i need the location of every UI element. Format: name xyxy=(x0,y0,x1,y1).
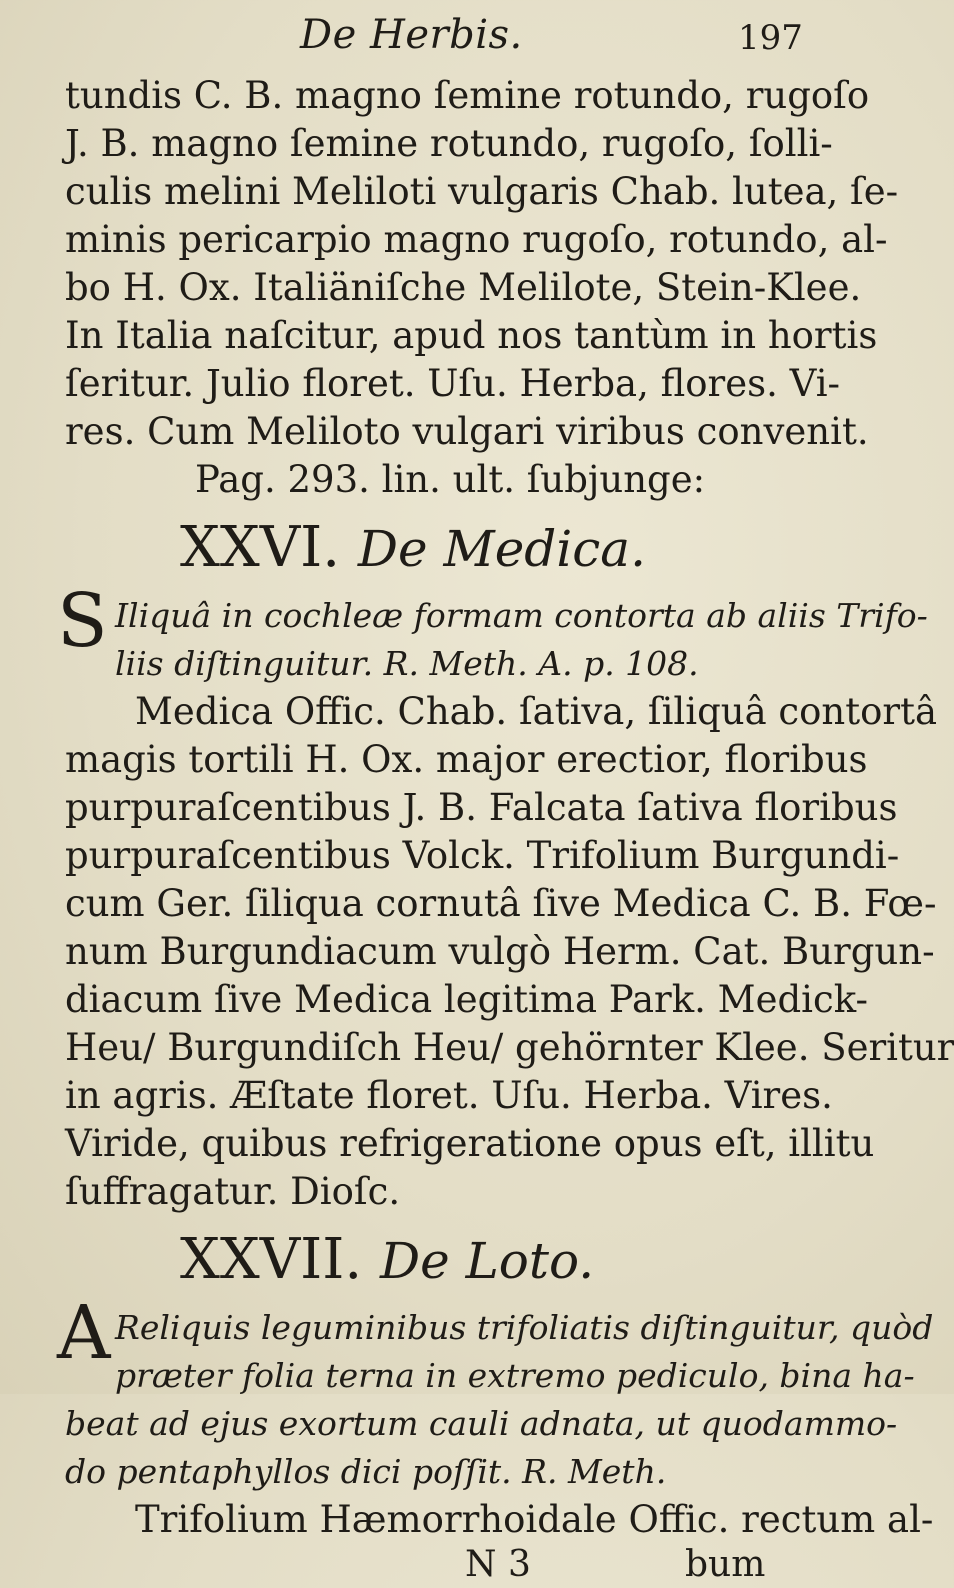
page-number: 197 xyxy=(738,18,803,58)
text-line: culis melini Meliloti vulgaris Chab. lutea, ſe- xyxy=(65,170,899,213)
text-line: cum Ger. ſiliqua cornutâ ſive Medica C. B. Fœ- xyxy=(65,882,937,925)
page-header xyxy=(0,10,803,60)
subjunge-line: Pag. 293. lin. ult. ſubjunge: xyxy=(195,458,706,501)
page-footer xyxy=(65,1544,766,1588)
text-line: in agris. Æſtate floret. Uſu. Herba. Vires. xyxy=(65,1074,833,1117)
catchword: bum xyxy=(685,1544,766,1585)
text-line: liis diſtinguitur. R. Meth. A. p. 108. xyxy=(115,644,699,683)
text-line: do pentaphyllos dici poſſit. R. Meth. xyxy=(65,1452,667,1491)
text-line: J. B. magno ſemine rotundo, rugoſo, ſolli- xyxy=(65,122,833,165)
section-heading-27 xyxy=(65,1216,755,1304)
section-numeral: XXVI. xyxy=(180,515,341,580)
text-line: In Italia naſcitur, apud nos tantùm in hortis xyxy=(65,314,878,357)
text-line: ſeritur. Julio floret. Uſu. Herba, flores. Vi- xyxy=(65,362,841,405)
running-head: De Herbis. xyxy=(300,12,523,58)
text-line: tundis C. B. magno ſemine rotundo, rugoſo xyxy=(65,74,870,117)
section-body-27 xyxy=(57,1290,934,1544)
text-line: magis tortili H. Ox. major erectior, floribus xyxy=(65,738,868,781)
text-line: bo H. Ox. Italiäniſche Melilote, Stein-Klee. xyxy=(65,266,862,309)
section-title: De Medica. xyxy=(357,520,646,578)
text-line: minis pericarpio magno rugoſo, rotundo, al- xyxy=(65,218,888,261)
text-line: Trifolium Hæmorrhoidale Offic. rectum al- xyxy=(135,1498,934,1541)
drop-cap: A xyxy=(57,1290,111,1376)
text-block xyxy=(57,72,954,1588)
section-title: De Loto. xyxy=(380,1232,595,1290)
text-line: purpuraſcentibus Volck. Trifolium Burgundi- xyxy=(65,834,900,877)
text-line: res. Cum Meliloto vulgari viribus convenit. xyxy=(65,410,869,453)
drop-cap: S xyxy=(57,578,108,664)
section-numeral: XXVII. xyxy=(180,1227,363,1292)
section-heading-26 xyxy=(65,504,755,592)
text-line: Viride, quibus refrigeratione opus eſt, illitu xyxy=(65,1122,875,1165)
text-line: Iliquâ in cochleæ formam contorta ab aliis Trifo- xyxy=(115,596,928,635)
text-line: Reliquis leguminibus trifoliatis diſtinguitur, quòd xyxy=(115,1308,934,1347)
text-line: num Burgundiacum vulgò Herm. Cat. Burgun- xyxy=(65,930,935,973)
text-line: præter folia terna in extremo pediculo, bina ha- xyxy=(115,1356,915,1395)
text-line: ſuffragatur. Dioſc. xyxy=(65,1170,401,1213)
text-line: purpuraſcentibus J. B. Falcata ſativa floribus xyxy=(65,786,898,829)
section-body-26 xyxy=(57,578,954,1216)
text-line: Medica Offic. Chab. ſativa, ſiliquâ contortâ xyxy=(135,690,938,733)
text-line: beat ad ejus exortum cauli adnata, ut quodammo- xyxy=(65,1404,898,1443)
signature-mark: N 3 xyxy=(465,1544,531,1585)
text-line: diacum ſive Medica legitima Park. Medick- xyxy=(65,978,868,1021)
text-line: Heu/ Burgundiſch Heu/ gehörnter Klee. Seritur xyxy=(65,1026,954,1069)
